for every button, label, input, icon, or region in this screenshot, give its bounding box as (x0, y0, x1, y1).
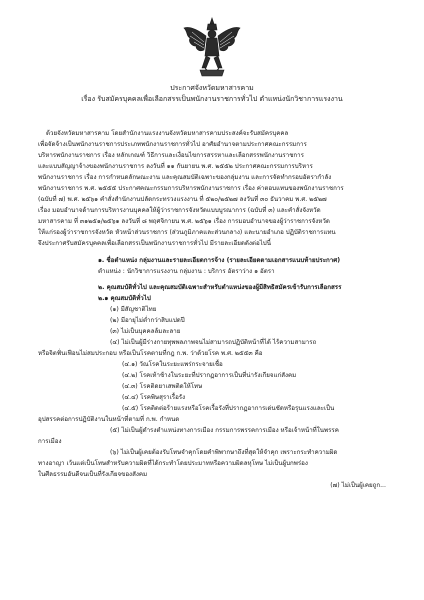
qualification-item-5: (๕) ไม่เป็นผู้ดำรงตำแหน่งทางการเมือง กรรมการพรรคการเมือง หรือเจ้าหน้าที่ในพรรค (110, 427, 339, 435)
disease-item: (๔.๒) โรคเท้าช้างในระยะที่ปรากฏอาการเป็นที่น่ารังเกียจแก่สังคม (122, 371, 297, 379)
intro-line: จึงประกาศรับสมัครบุคคลเพื่อเลือกสรรเป็นพนักงานราชการทั่วไป มีรายละเอียดดังต่อไปนี้ (38, 240, 271, 248)
disease-item: (๔.๔) โรคพิษสุราเรื้อรัง (122, 394, 186, 402)
issuer-line: ประกาศจังหวัดมหาสารคาม (170, 84, 254, 92)
qualification-item: (๒) มีอายุไม่ต่ำกว่าสิบแปดปี (110, 316, 185, 324)
qualification-item-6-cont: ทางอาญา เว้นแต่เป็นโทษสำหรับความผิดที่ได้กระทำโดยประมาทหรือความผิดลหุโทษ ไม่เป็นผู้บกพร่อง (38, 460, 308, 468)
disease-item-5-cont: อุปสรรคต่อการปฏิบัติงานในหน้าที่ตามที่ ก.พ. กำหนด (38, 416, 180, 424)
announcement-body (38, 128, 386, 492)
disease-item: (๔.๓) โรคติดยาเสพติดให้โทษ (122, 383, 203, 391)
intro-line: และแบบสัญญาจ้างของพนักงานราชการ ลงวันที่ ๑๑ กันยายน พ.ศ. ๒๕๕๒ ประกาศคณะกรรมการบริหาร (38, 163, 313, 171)
qualification-item: (๓) ไม่เป็นบุคคลล้มละลาย (110, 327, 181, 335)
intro-line: เพื่อจัดจ้างเป็นพนักงานราชการประเภทพนักงานราชการทั่วไป อาศัยอำนาจตามประกาศคณะกรรมการ (38, 141, 307, 149)
announcement-title (0, 83, 424, 105)
intro-line: เรื่อง มอบอำนาจด้านการบริหารงานบุคคลให้ผู้ว่าราชการจังหวัดแบบบูรณาการ (ฉบับที่ ๓) และคำสั่งจังหวัด (38, 207, 321, 215)
qualification-item-4-cont: หรือจิตฟั่นเฟือนไม่สมประกอบ หรือเป็นโรคตามที่กฎ ก.พ. ว่าด้วยโรค พ.ศ. ๒๕๕๓ คือ (38, 349, 263, 357)
qualification-item-5-cont: การเมือง (38, 438, 62, 446)
qualification-item: (๑) มีสัญชาติไทย (110, 305, 157, 313)
page-continuation: (๗) ไม่เป็นผู้เคยถูก... (330, 482, 386, 490)
qualification-item-6-cont: ในศีลธรรมอันดีจนเป็นที่รังเกียจของสังคม (38, 471, 148, 479)
intro-line: (ฉบับที่ ๗) พ.ศ. ๒๕๖๑ คำสั่งสำนักงานปลัดกระทรวงแรงงาน ที่ ๕๒๐/๒๕๒๗ ลงวันที่ ๓๐ ธันวาคม พ.ศ. ๒๕๒๗ (38, 196, 327, 204)
subject-line: เรื่อง รับสมัครบุคคลเพื่อเลือกสรรเป็นพนักงานราชการทั่วไป ตำแหน่งนักวิชาการแรงงาน (81, 95, 343, 103)
section-1-heading: ๑. ชื่อตำแหน่ง กลุ่มงานและรายละเอียดการจ้าง (รายละเอียดตามเอกสารแนบท้ายประกาศ) (98, 256, 341, 264)
intro-line: ให้แก่รองผู้ว่าราชการจังหวัด หัวหน้าส่วนราชการ (ส่วนภูมิภาคและส่วนกลาง) และนายอำเภอ ปฏิบัติราชการแทน (38, 229, 336, 237)
disease-item-5: (๔.๕) โรคติดต่อร้ายแรงหรือโรคเรื้อรังที่ปรากฏอาการเด่นชัดหรือรุนแรงและเป็น (122, 405, 335, 413)
intro-line: มหาสารคาม ที่ ๓๑๒๕๑/๒๕๖๑ ลงวันที่ ๘ พฤศจิกายน พ.ศ. ๒๕๖๑ เรื่อง การมอบอำนาจของผู้ว่าราชการจังหวัด (38, 218, 330, 226)
section-2-1-heading: ๒.๑ คุณสมบัติทั่วไป (98, 294, 151, 302)
qualification-item-6: (๖) ไม่เป็นผู้เคยต้องรับโทษจำคุกโดยคำพิพากษาถึงที่สุดให้จำคุก เพราะกระทำความผิด (110, 449, 338, 457)
intro-line: พนักงานราชการ เรื่อง การกำหนดลักษณะงาน และคุณสมบัติเฉพาะของกลุ่มงาน และการจัดทำกรอบอัตรากำลัง (38, 174, 332, 182)
intro-line: พนักงานราชการ พ.ศ. ๒๕๕๕ ประกาศคณะกรรมการบริหารพนักงานราชการ เรื่อง ค่าตอบแทนของพนักงานราชการ (38, 185, 344, 193)
section-1-detail: ตำแหน่ง : นักวิชาการแรงงาน กลุ่มงาน : บริการ อัตราว่าง ๑ อัตรา (98, 267, 275, 275)
section-2-heading: ๒. คุณสมบัติทั่วไป และคุณสมบัติเฉพาะสำหรับตำแหน่งของผู้มีสิทธิสมัครเข้ารับการเลือกสรร (98, 283, 342, 291)
disease-item: (๔.๑) วัณโรคในระยะแพร่กระจายเชื้อ (122, 360, 223, 368)
intro-line: ด้วยจังหวัดมหาสารคาม โดยสำนักงานแรงงานจังหวัดมหาสารคามประสงค์จะรับสมัครบุคคล (46, 130, 289, 137)
intro-line: บริหารพนักงานราชการ เรื่อง หลักเกณฑ์ วิธีการและเงื่อนไขการสรรหาและเลือกสรรพนักงานราชการ (38, 152, 304, 160)
qualification-item-4: (๔) ไม่เป็นผู้มีร่างกายทุพพลภาพจนไม่สามารถปฏิบัติหน้าที่ได้ ไร้ความสามารถ (110, 338, 317, 346)
thai-garuda-emblem-icon (182, 16, 242, 78)
